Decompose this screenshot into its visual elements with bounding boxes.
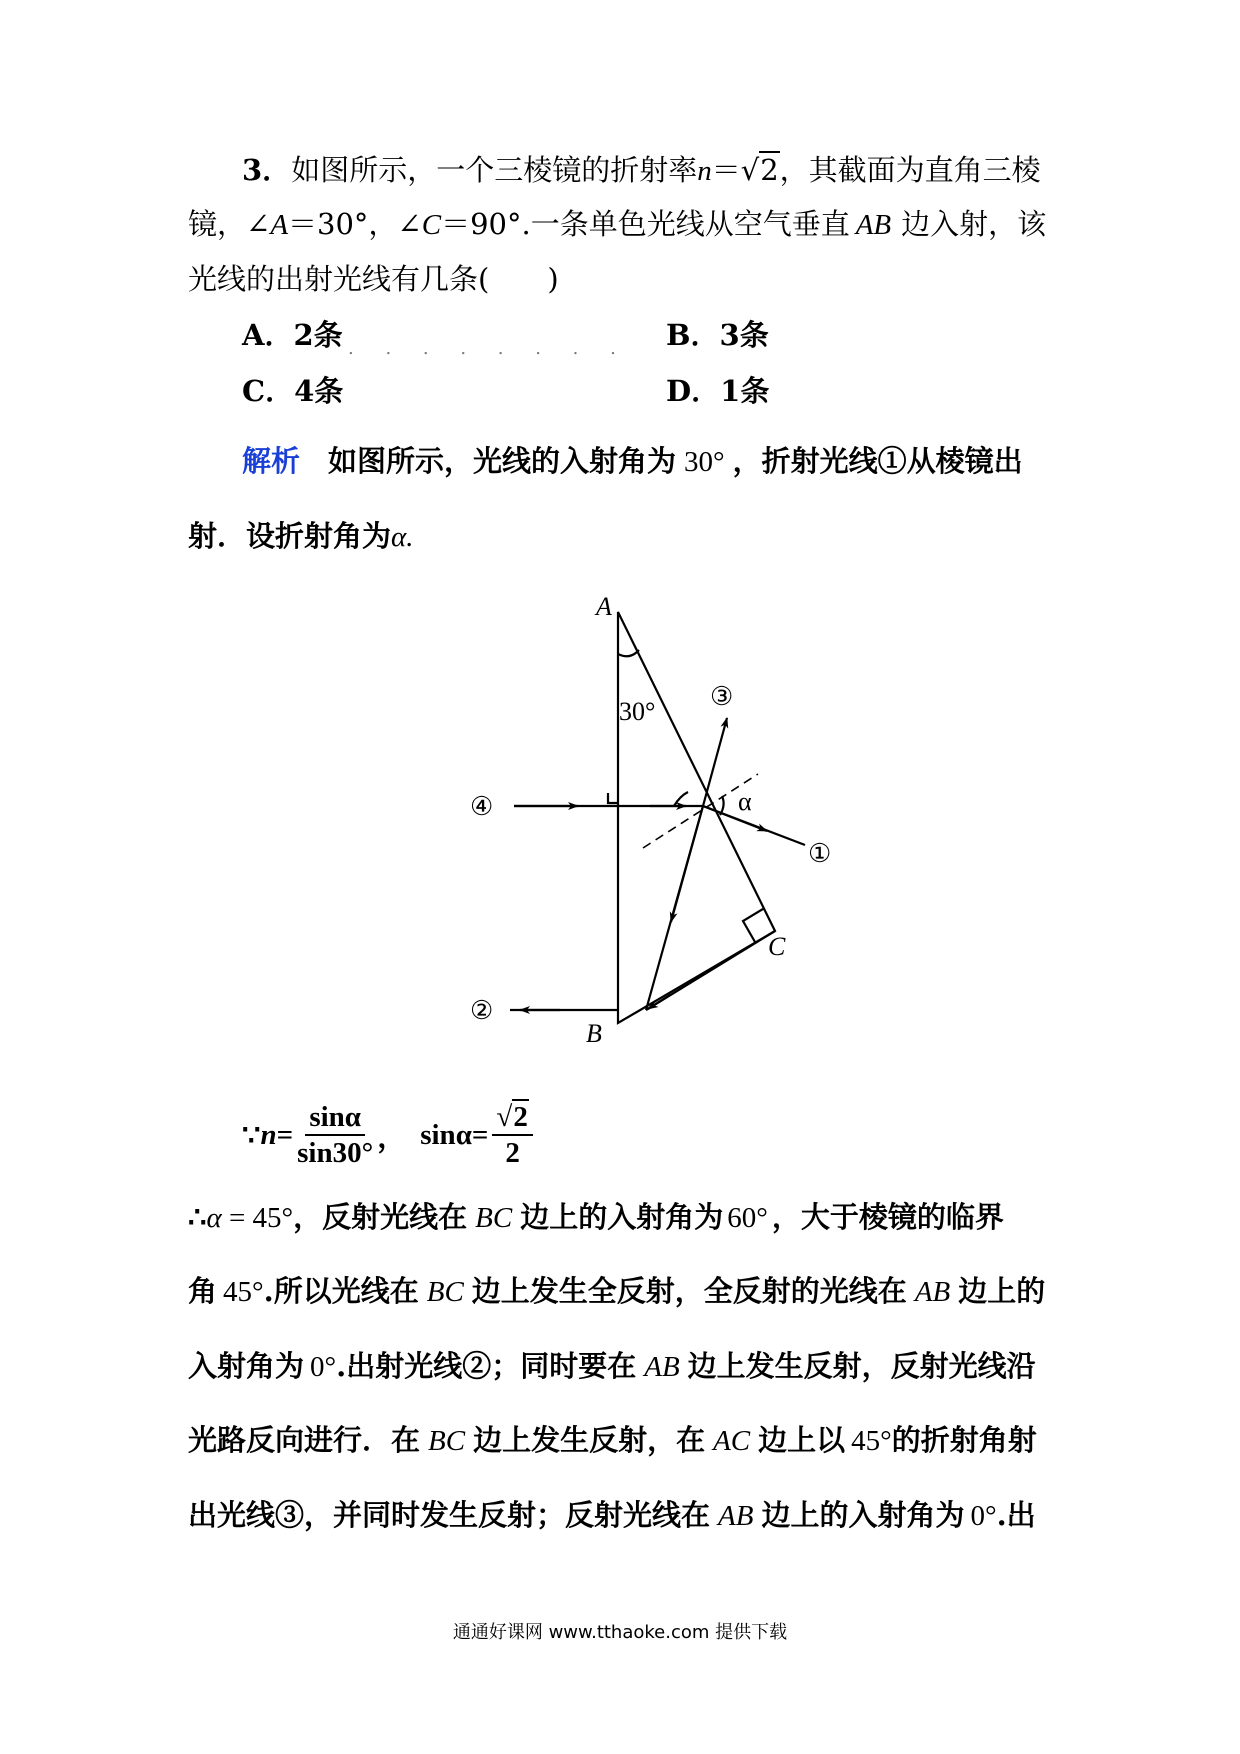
label-ray-3: ③: [710, 682, 734, 711]
right-angle-c: [743, 909, 763, 942]
label-ray-2: ②: [470, 996, 494, 1025]
solution-line-3: ∴α = 45°，反射光线在 BC 边上的入射角为 60° ，大于棱镜的临界: [188, 1200, 1004, 1234]
option-a: A．2条: [242, 318, 343, 352]
formula-line: ∵ n = $\frac{\sin\alpha}{\sin 30^\circ}$ ， sinα = $\frac{√2}{2}$: [242, 1100, 537, 1170]
sqrt-2: √2: [740, 153, 779, 187]
fraction-n: $\frac{\sin\alpha}{\sin 30^\circ}$: [297, 1101, 374, 1169]
right-angle-ab: [608, 793, 618, 803]
option-b: B．3条: [666, 318, 769, 352]
solution-line-7: 出光线③，并同时发生反射；反射光线在 AB 边上的入射角为 0°.出: [188, 1498, 1036, 1532]
fraction-sin-alpha: $\frac{√2}{2}$: [492, 1100, 532, 1170]
option-c: C．4条: [242, 374, 344, 408]
question-line-2: 镜，∠A＝30°，∠C＝90°.一条单色光线从空气垂直 AB 边入射，该: [188, 207, 1047, 241]
solution-line-4: 角 45°.所以光线在 BC 边上发生全反射，全反射的光线在 AB 边上的: [188, 1274, 1046, 1308]
angle-a-arc: [618, 650, 639, 656]
solution-line-2: 射．设折射角为α.: [188, 519, 414, 553]
solution-line-5: 入射角为 0°.出射光线②；同时要在 AB 边上发生反射，反射光线沿: [188, 1349, 1036, 1383]
question-number: 3．: [242, 153, 292, 187]
prism-triangle: [618, 612, 775, 1023]
label-ray-1: ①: [808, 839, 832, 868]
question-line-3: 光线的出射光线有几条( ): [188, 262, 559, 296]
solution-line-1: 解析 如图所示，光线的入射角为 30° ，折射光线①从棱镜出: [242, 444, 1023, 478]
footer-text: 通通好课网 www.tthaoke.com 提供下载: [452, 1622, 788, 1643]
label-alpha: α: [738, 787, 752, 816]
solution-line-6: 光路反向进行．在 BC 边上发生反射，在 AC 边上以 45°的折射角射: [188, 1423, 1037, 1457]
leader-dots: . . . . . . . .: [348, 338, 629, 359]
label-a: A: [596, 592, 612, 621]
solution-tag: 解析: [242, 444, 301, 478]
question-line-1: 3．如图所示，一个三棱镜的折射率n＝√2，其截面为直角三棱: [242, 150, 1112, 191]
incidence-arc: [674, 792, 688, 806]
label-c: C: [768, 932, 786, 961]
label-30: 30°: [619, 697, 656, 726]
option-d: D．1条: [666, 374, 770, 408]
label-ray-4: ④: [470, 792, 494, 821]
ray-3: [703, 718, 727, 806]
label-b: B: [586, 1019, 602, 1048]
